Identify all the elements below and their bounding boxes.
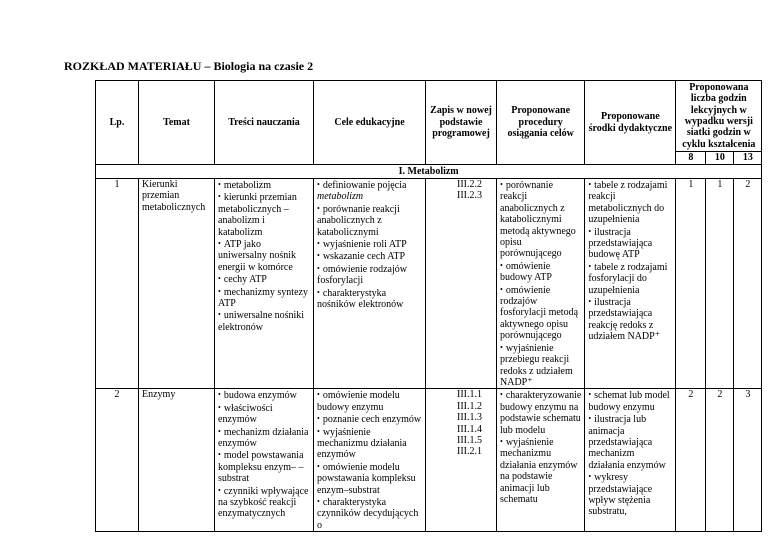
header-procedury: Proponowane procedury osiągania celów (497, 81, 585, 165)
header-lp: Lp. (96, 81, 139, 165)
code-item: III.1.3 (457, 412, 482, 424)
row-g13: 3 (734, 389, 762, 532)
code-item: III.2.1 (457, 446, 482, 458)
list-item: • kierunki przemian metabolicznych – anabolizm i katabolizm (218, 191, 310, 238)
table-row (96, 179, 762, 389)
row-srodki (585, 179, 676, 389)
list-item: • ATP jako uniwersalny nośnik energii w komórce (218, 238, 310, 273)
list-item: • omówienie budowy ATP (500, 260, 581, 284)
header-srodki: Proponowane środki dydaktyczne (585, 81, 676, 165)
list-item: • czynniki wpływające na szybkość reakcji enzymatycznych (218, 485, 310, 520)
row-zapis (426, 179, 497, 389)
list-item: • wyjaśnienie mechanizmu działania enzymów (317, 426, 422, 461)
document-title: ROZKŁAD MATERIAŁU – Biologia na czasie 2 (64, 59, 314, 73)
code-item: III.2.3 (457, 190, 482, 202)
row-g13: 2 (734, 179, 762, 389)
row-g8: 1 (676, 179, 706, 389)
material-table (95, 80, 762, 532)
list-item: • omówienie rodzajów fosforylacji (317, 263, 422, 287)
list-item: • ilustracja lub animacja przedstawiająca mechanizm działania enzymów (588, 413, 672, 471)
code-item: III.1.5 (457, 434, 482, 446)
row-procedury (497, 179, 585, 389)
row-temat: Kierunki przemian metabolicznych (139, 179, 215, 389)
row-lp: 2 (96, 389, 139, 532)
header-tresci: Treści nauczania (215, 81, 314, 165)
header-row (96, 81, 762, 152)
header-zapis: Zapis w nowej podstawie programowej (426, 81, 497, 165)
list-item: • definiowanie pojęcia (317, 179, 422, 191)
list-item: • budowa enzymów (218, 389, 310, 401)
list-item: • metabolizm (218, 179, 310, 191)
header-cele: Cele edukacyjne (314, 81, 426, 165)
list-item: metabolizm (317, 191, 364, 203)
header-g8: 8 (676, 152, 706, 165)
header-godziny: Proponowana liczba godzin lekcyjnych w wypadku wersji siatki godzin w cyklu kształcenia (676, 81, 762, 152)
list-item: • ilustracja przedstawiająca budowę ATP (588, 226, 672, 261)
list-item: • uniwersalne nośniki elektronów (218, 309, 310, 333)
row-lp: 1 (96, 179, 139, 389)
list-item: • mechanizm działania enzymów (218, 426, 310, 450)
header-g10: 10 (706, 152, 734, 165)
list-item: • omówienie modelu powstawania kompleksu enzym–substrat (317, 461, 422, 496)
header-g13: 13 (734, 152, 762, 165)
list-item: • porównanie reakcji anabolicznych z katabolicznymi (317, 203, 422, 238)
list-item: • wyjaśnienie przebiegu reakcji redoks z udziałem NADP⁺ (500, 342, 581, 389)
row-temat: Enzymy (139, 389, 215, 532)
header-temat: Temat (139, 81, 215, 165)
list-item: • poznanie cech enzymów (317, 413, 422, 425)
list-item: • właściwości enzymów (218, 402, 310, 426)
code-item: III.1.4 (457, 423, 482, 435)
code-item: III.1.2 (457, 400, 482, 412)
list-item: • omówienie modelu budowy enzymu (317, 389, 422, 413)
code-item: III.2.2 (457, 179, 482, 190)
list-item: • omówienie rodzajów fosforylacji metodą aktywnego opisu porównującego (500, 284, 581, 342)
list-item: • charakteryzowanie budowy enzymu na podstawie schematu lub modelu (500, 389, 581, 436)
list-item: • cechy ATP (218, 273, 310, 285)
list-item: • wyjaśnienie roli ATP (317, 238, 422, 250)
table-row (96, 389, 762, 532)
section-title: I. Metabolizm (96, 165, 762, 179)
list-item: • model powstawania kompleksu enzym– –substrat (218, 449, 310, 484)
list-item: • wskazanie cech ATP (317, 250, 422, 262)
row-cele (314, 179, 426, 389)
row-g8: 2 (676, 389, 706, 532)
list-item: • charakterystyka czynników decydujących o (317, 496, 422, 531)
list-item: • tabele z rodzajami fosforylacji do uzupełnienia (588, 261, 672, 296)
list-item: • ilustracja przedstawiająca reakcję redoks z udziałem NADP⁺ (588, 296, 672, 343)
row-zapis (426, 389, 497, 532)
list-item: • porównanie reakcji anabolicznych z katabolicznymi metodą aktywnego opisu porównującego (500, 179, 581, 260)
row-g10: 1 (706, 179, 734, 389)
list-item: • mechanizmy syntezy ATP (218, 286, 310, 310)
section-row (96, 165, 762, 179)
row-g10: 2 (706, 389, 734, 532)
row-procedury (497, 389, 585, 532)
row-srodki (585, 389, 676, 532)
row-tresci (215, 179, 314, 389)
list-item: • charakterystyka nośników elektronów (317, 287, 422, 311)
list-item: • wykresy przedstawiające wpływ stężenia substratu, (588, 471, 672, 518)
list-item: • schemat lub model budowy enzymu (588, 389, 672, 413)
code-item: III.1.1 (457, 389, 482, 401)
row-cele (314, 389, 426, 532)
row-tresci (215, 389, 314, 532)
list-item: • tabele z rodzajami reakcji metabolicznych do uzupełnienia (588, 179, 672, 226)
list-item: • wyjaśnienie mechanizmu działania enzymów na podstawie animacji lub schematu (500, 436, 581, 505)
